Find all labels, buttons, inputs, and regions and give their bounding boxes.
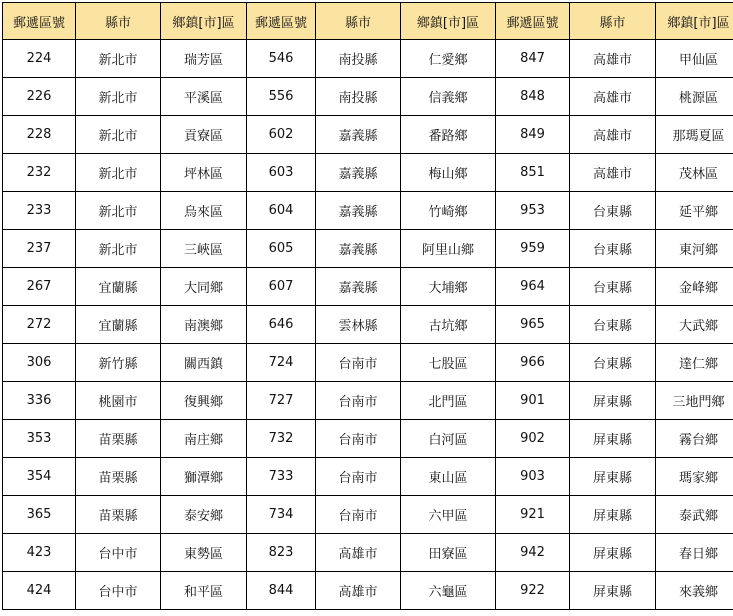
postal-code-table bbox=[2, 2, 733, 610]
cell-township: 六甲區 bbox=[401, 496, 496, 534]
cell-postal-code: 546 bbox=[247, 40, 316, 78]
cell-county: 高雄市 bbox=[570, 78, 656, 116]
header-township: 鄉鎮[市]區 bbox=[656, 3, 733, 40]
header-county: 縣市 bbox=[76, 3, 161, 40]
cell-county: 宜蘭縣 bbox=[76, 306, 161, 344]
cell-township: 信義鄉 bbox=[401, 78, 496, 116]
table-body bbox=[3, 40, 733, 610]
cell-township: 大埔鄉 bbox=[401, 268, 496, 306]
cell-postal-code: 724 bbox=[247, 344, 316, 382]
cell-postal-code: 607 bbox=[247, 268, 316, 306]
cell-township: 和平區 bbox=[161, 572, 247, 610]
cell-township: 延平鄉 bbox=[656, 192, 733, 230]
cell-postal-code: 849 bbox=[496, 116, 570, 154]
cell-township: 獅潭鄉 bbox=[161, 458, 247, 496]
cell-county: 嘉義縣 bbox=[316, 268, 401, 306]
cell-county: 屏東縣 bbox=[570, 382, 656, 420]
cell-county: 屏東縣 bbox=[570, 496, 656, 534]
cell-postal-code: 848 bbox=[496, 78, 570, 116]
cell-county: 高雄市 bbox=[570, 40, 656, 78]
cell-township: 白河區 bbox=[401, 420, 496, 458]
cell-county: 高雄市 bbox=[570, 154, 656, 192]
cell-township: 平溪區 bbox=[161, 78, 247, 116]
cell-township: 烏來區 bbox=[161, 192, 247, 230]
cell-postal-code: 966 bbox=[496, 344, 570, 382]
cell-township: 瑞芳區 bbox=[161, 40, 247, 78]
cell-county: 新北市 bbox=[76, 154, 161, 192]
cell-county: 南投縣 bbox=[316, 40, 401, 78]
cell-postal-code: 424 bbox=[3, 572, 76, 610]
cell-township: 七股區 bbox=[401, 344, 496, 382]
header-county: 縣市 bbox=[316, 3, 401, 40]
cell-township: 達仁鄉 bbox=[656, 344, 733, 382]
table-row bbox=[3, 192, 733, 230]
cell-county: 台東縣 bbox=[570, 230, 656, 268]
cell-county: 新北市 bbox=[76, 192, 161, 230]
cell-postal-code: 336 bbox=[3, 382, 76, 420]
cell-township: 那瑪夏區 bbox=[656, 116, 733, 154]
table-row bbox=[3, 230, 733, 268]
cell-postal-code: 603 bbox=[247, 154, 316, 192]
cell-county: 高雄市 bbox=[570, 116, 656, 154]
cell-county: 苗栗縣 bbox=[76, 458, 161, 496]
cell-township: 瑪家鄉 bbox=[656, 458, 733, 496]
cell-township: 番路鄉 bbox=[401, 116, 496, 154]
cell-postal-code: 226 bbox=[3, 78, 76, 116]
header-postal-code: 郵遞區號 bbox=[3, 3, 76, 40]
cell-township: 東山區 bbox=[401, 458, 496, 496]
cell-township: 春日鄉 bbox=[656, 534, 733, 572]
cell-county: 台南市 bbox=[316, 344, 401, 382]
cell-township: 貢寮區 bbox=[161, 116, 247, 154]
cell-township: 南庄鄉 bbox=[161, 420, 247, 458]
cell-county: 新北市 bbox=[76, 116, 161, 154]
cell-postal-code: 942 bbox=[496, 534, 570, 572]
cell-township: 仁愛鄉 bbox=[401, 40, 496, 78]
header-postal-code: 郵遞區號 bbox=[247, 3, 316, 40]
cell-county: 台東縣 bbox=[570, 344, 656, 382]
cell-township: 金峰鄉 bbox=[656, 268, 733, 306]
cell-county: 台中市 bbox=[76, 572, 161, 610]
cell-postal-code: 823 bbox=[247, 534, 316, 572]
table-row bbox=[3, 154, 733, 192]
cell-postal-code: 233 bbox=[3, 192, 76, 230]
cell-postal-code: 921 bbox=[496, 496, 570, 534]
table-header-row bbox=[3, 3, 733, 40]
cell-county: 桃園市 bbox=[76, 382, 161, 420]
cell-township: 大同鄉 bbox=[161, 268, 247, 306]
cell-county: 台南市 bbox=[316, 496, 401, 534]
table-row bbox=[3, 382, 733, 420]
header-township: 鄉鎮[市]區 bbox=[401, 3, 496, 40]
cell-county: 嘉義縣 bbox=[316, 116, 401, 154]
cell-county: 台南市 bbox=[316, 420, 401, 458]
cell-township: 北門區 bbox=[401, 382, 496, 420]
cell-postal-code: 365 bbox=[3, 496, 76, 534]
table-row bbox=[3, 572, 733, 610]
cell-township: 東勢區 bbox=[161, 534, 247, 572]
cell-township: 茂林區 bbox=[656, 154, 733, 192]
table-row bbox=[3, 420, 733, 458]
cell-county: 台東縣 bbox=[570, 192, 656, 230]
cell-county: 嘉義縣 bbox=[316, 230, 401, 268]
cell-county: 屏東縣 bbox=[570, 420, 656, 458]
cell-postal-code: 733 bbox=[247, 458, 316, 496]
table-row bbox=[3, 78, 733, 116]
cell-postal-code: 965 bbox=[496, 306, 570, 344]
cell-postal-code: 556 bbox=[247, 78, 316, 116]
cell-county: 屏東縣 bbox=[570, 458, 656, 496]
cell-postal-code: 604 bbox=[247, 192, 316, 230]
cell-township: 竹崎鄉 bbox=[401, 192, 496, 230]
cell-postal-code: 306 bbox=[3, 344, 76, 382]
cell-postal-code: 267 bbox=[3, 268, 76, 306]
cell-postal-code: 272 bbox=[3, 306, 76, 344]
cell-postal-code: 964 bbox=[496, 268, 570, 306]
cell-postal-code: 602 bbox=[247, 116, 316, 154]
cell-township: 復興鄉 bbox=[161, 382, 247, 420]
cell-county: 屏東縣 bbox=[570, 572, 656, 610]
cell-postal-code: 901 bbox=[496, 382, 570, 420]
cell-postal-code: 232 bbox=[3, 154, 76, 192]
cell-postal-code: 423 bbox=[3, 534, 76, 572]
cell-township: 阿里山鄉 bbox=[401, 230, 496, 268]
cell-township: 大武鄉 bbox=[656, 306, 733, 344]
cell-township: 坪林區 bbox=[161, 154, 247, 192]
cell-county: 雲林縣 bbox=[316, 306, 401, 344]
cell-postal-code: 959 bbox=[496, 230, 570, 268]
cell-county: 台南市 bbox=[316, 458, 401, 496]
table-row bbox=[3, 116, 733, 154]
cell-postal-code: 224 bbox=[3, 40, 76, 78]
cell-county: 高雄市 bbox=[316, 572, 401, 610]
cell-township: 泰武鄉 bbox=[656, 496, 733, 534]
table-row bbox=[3, 306, 733, 344]
table-row bbox=[3, 496, 733, 534]
cell-postal-code: 646 bbox=[247, 306, 316, 344]
cell-county: 高雄市 bbox=[316, 534, 401, 572]
cell-township: 關西鎮 bbox=[161, 344, 247, 382]
cell-postal-code: 847 bbox=[496, 40, 570, 78]
cell-township: 霧台鄉 bbox=[656, 420, 733, 458]
cell-township: 南澳鄉 bbox=[161, 306, 247, 344]
cell-township: 三地門鄉 bbox=[656, 382, 733, 420]
cell-county: 台南市 bbox=[316, 382, 401, 420]
cell-county: 嘉義縣 bbox=[316, 192, 401, 230]
cell-township: 東河鄉 bbox=[656, 230, 733, 268]
table-row bbox=[3, 458, 733, 496]
cell-county: 新北市 bbox=[76, 40, 161, 78]
cell-county: 台東縣 bbox=[570, 268, 656, 306]
cell-township: 六龜區 bbox=[401, 572, 496, 610]
cell-township: 田寮區 bbox=[401, 534, 496, 572]
cell-county: 新竹縣 bbox=[76, 344, 161, 382]
cell-township: 三峽區 bbox=[161, 230, 247, 268]
cell-county: 新北市 bbox=[76, 230, 161, 268]
cell-postal-code: 851 bbox=[496, 154, 570, 192]
cell-postal-code: 605 bbox=[247, 230, 316, 268]
header-postal-code: 郵遞區號 bbox=[496, 3, 570, 40]
cell-postal-code: 953 bbox=[496, 192, 570, 230]
cell-postal-code: 353 bbox=[3, 420, 76, 458]
table-row bbox=[3, 534, 733, 572]
cell-postal-code: 228 bbox=[3, 116, 76, 154]
cell-township: 來義鄉 bbox=[656, 572, 733, 610]
cell-county: 苗栗縣 bbox=[76, 420, 161, 458]
cell-postal-code: 727 bbox=[247, 382, 316, 420]
cell-postal-code: 734 bbox=[247, 496, 316, 534]
cell-township: 甲仙區 bbox=[656, 40, 733, 78]
cell-county: 新北市 bbox=[76, 78, 161, 116]
cell-postal-code: 922 bbox=[496, 572, 570, 610]
cell-county: 宜蘭縣 bbox=[76, 268, 161, 306]
header-township: 鄉鎮[市]區 bbox=[161, 3, 247, 40]
cell-postal-code: 902 bbox=[496, 420, 570, 458]
cell-township: 梅山鄉 bbox=[401, 154, 496, 192]
cell-county: 台中市 bbox=[76, 534, 161, 572]
cell-postal-code: 732 bbox=[247, 420, 316, 458]
cell-postal-code: 844 bbox=[247, 572, 316, 610]
postal-code-table-container bbox=[2, 2, 730, 610]
table-row bbox=[3, 268, 733, 306]
cell-township: 桃源區 bbox=[656, 78, 733, 116]
cell-postal-code: 354 bbox=[3, 458, 76, 496]
cell-county: 屏東縣 bbox=[570, 534, 656, 572]
table-row bbox=[3, 40, 733, 78]
cell-postal-code: 903 bbox=[496, 458, 570, 496]
cell-county: 南投縣 bbox=[316, 78, 401, 116]
cell-county: 嘉義縣 bbox=[316, 154, 401, 192]
cell-township: 古坑鄉 bbox=[401, 306, 496, 344]
table-row bbox=[3, 344, 733, 382]
header-county: 縣市 bbox=[570, 3, 656, 40]
cell-postal-code: 237 bbox=[3, 230, 76, 268]
cell-county: 台東縣 bbox=[570, 306, 656, 344]
cell-county: 苗栗縣 bbox=[76, 496, 161, 534]
cell-township: 泰安鄉 bbox=[161, 496, 247, 534]
